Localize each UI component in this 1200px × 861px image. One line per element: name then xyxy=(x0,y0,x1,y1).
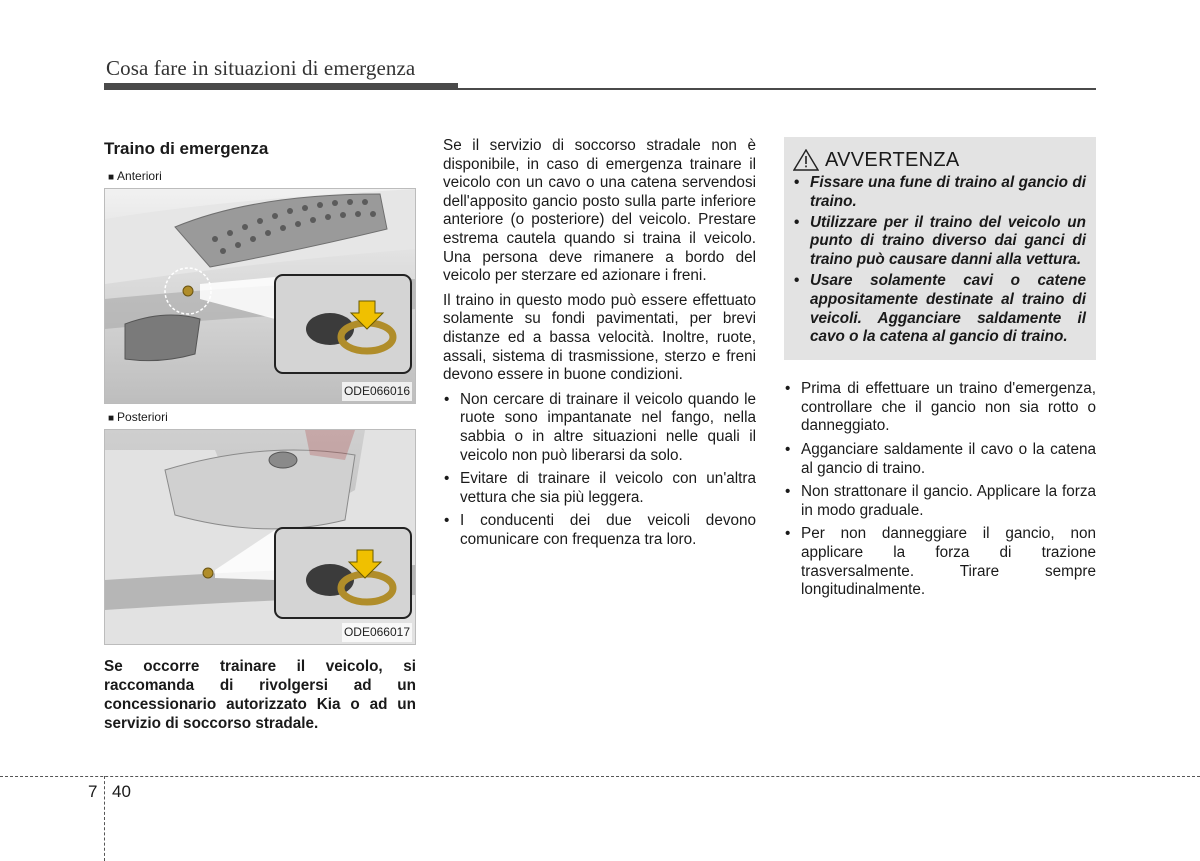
dealer-recommendation-note: Se occorre trainare il veicolo, si raccomanda di rivolgersi ad un concessionario autorizzato Kia o ad un servizio di soccorso stradale. xyxy=(104,658,416,732)
conditions-paragraph: Il traino in questo modo può essere effettuato solamente su fondi pavimentati, per brevi distanze ed a bassa velocità. Inoltre, ruote, assali, sistema di trasmissione, sterzo e freni devono essere in buone condizioni. xyxy=(443,291,756,384)
figure-rear-tow-hook xyxy=(104,429,416,645)
left-column xyxy=(104,138,416,733)
footer-vertical-divider xyxy=(104,776,105,861)
figure-code-front: ODE066016 xyxy=(342,382,412,401)
chapter-number: 7 xyxy=(88,782,98,801)
figure-code-rear: ODE066017 xyxy=(342,623,412,642)
list-item: • Non strattonare il gancio. Applicare la forza in modo graduale. xyxy=(784,483,1096,520)
section-heading: Traino di emergenza xyxy=(104,139,269,158)
warning-triangle-icon xyxy=(793,149,819,171)
list-item: • Utilizzare per il traino del veicolo un punto di traino diverso dai ganci di traino può causare danni alla vettura. xyxy=(793,214,1086,270)
list-item: • Usare solamente cavi o catene appositamente destinate al traino di veicoli. Agganciare saldamente il cavo o la catena al gancio di traino. xyxy=(793,272,1086,347)
list-item: • Evitare di trainare il veicolo con un'altra vettura che sia più leggera. xyxy=(443,470,756,507)
page-header-title: Cosa fare in situazioni di emergenza xyxy=(106,56,416,80)
warning-box xyxy=(784,137,1096,360)
right-column xyxy=(784,137,1096,605)
middle-column xyxy=(443,137,756,554)
figure-caption-rear: ■ Posteriori xyxy=(108,410,168,424)
front-car-illustration xyxy=(105,189,416,404)
figure-caption-front: ■ Anteriori xyxy=(108,169,162,183)
list-item: • Per non danneggiare il gancio, non applicare la forza di trazione trasversalmente. Tirare sempre longitudinalmente. xyxy=(784,525,1096,599)
warning-list xyxy=(793,174,1086,347)
list-item: • I conducenti dei due veicoli devono comunicare con frequenza tra loro. xyxy=(443,512,756,549)
square-bullet-icon: ■ xyxy=(108,413,115,424)
right-bullet-list xyxy=(784,380,1096,600)
intro-paragraph: Se il servizio di soccorso stradale non è disponibile, in caso di emergenza trainare il veicolo con un cavo o una catena servendosi dell'apposito gancio posto sulla parte inferiore anteriore (o posteriore) del veicolo. Prestare estrema cautela quando si traina il veicolo. Una persona deve rimanere a bordo del veicolo per sterzare ed azionare i freni. xyxy=(443,137,756,285)
list-item: • Prima di effettuare un traino d'emergenza, controllare che il gancio non sia rotto o danneggiato. xyxy=(784,380,1096,436)
footer-divider xyxy=(0,776,1200,777)
header-rule-thin xyxy=(104,88,1096,90)
figure-front-tow-hook xyxy=(104,188,416,404)
warning-header xyxy=(793,149,1086,171)
middle-bullet-list xyxy=(443,391,756,550)
page-number: 40 xyxy=(112,782,131,801)
warning-title: AVVERTENZA xyxy=(825,148,960,171)
square-bullet-icon: ■ xyxy=(108,172,115,183)
list-item: • Agganciare saldamente il cavo o la catena al gancio di traino. xyxy=(784,441,1096,478)
list-item: • Fissare una fune di traino al gancio di traino. xyxy=(793,174,1086,212)
rear-car-illustration xyxy=(105,430,416,645)
list-item: • Non cercare di trainare il veicolo quando le ruote sono impantanate nel fango, nella sabbia o in altre situazioni nelle quali il veicolo non può liberarsi da solo. xyxy=(443,391,756,465)
